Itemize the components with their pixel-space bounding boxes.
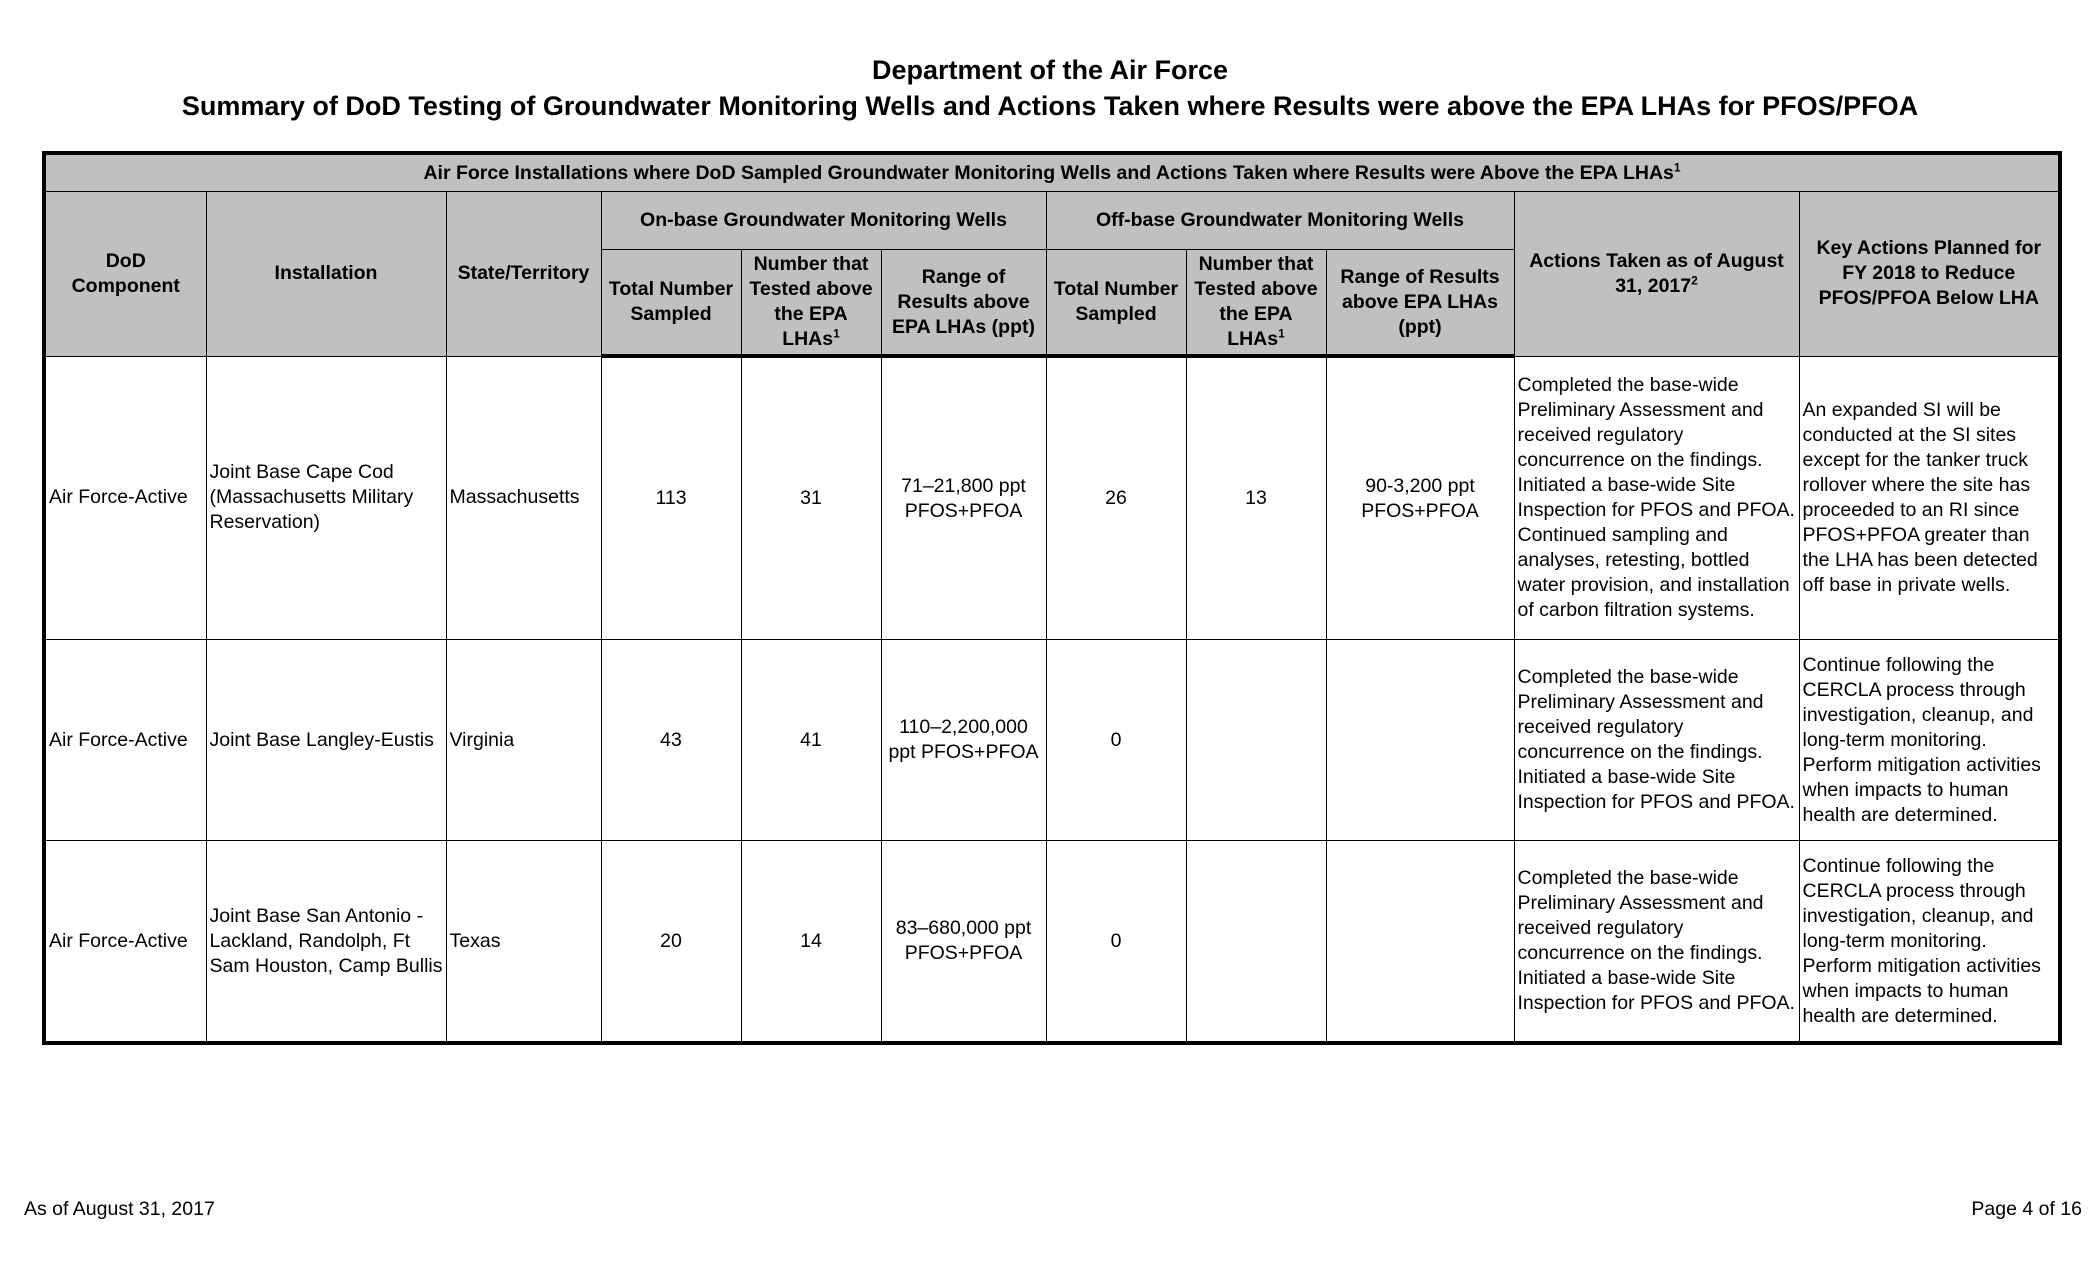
footer-date: As of August 31, 2017	[24, 1198, 215, 1220]
cell-onbase-total: 43	[601, 640, 741, 841]
col-header-key-actions: Key Actions Planned for FY 2018 to Reduce PFOS/PFOA Below LHA	[1799, 192, 2060, 357]
cell-onbase-range: 71–21,800 ppt PFOS+PFOA	[881, 356, 1046, 640]
document-subtitle: Summary of DoD Testing of Groundwater Monitoring Wells and Actions Taken where Results were above the EPA LHAs for PFOS/PFOA	[181, 91, 1919, 121]
table-row	[44, 841, 2060, 1044]
onbase-above-footnote-ref: 1	[833, 326, 840, 341]
cell-onbase-total: 20	[601, 841, 741, 1044]
cell-actions-taken: Completed the base-wide Preliminary Assessment and received regulatory concurrence on the findings. Initiated a base-wide Site Inspection for PFOS and PFOA. Continued sampling and analyses, retesting, bottled water provision, and installation of carbon filtration systems.	[1514, 356, 1799, 640]
col-header-state: State/Territory	[446, 192, 601, 357]
cell-key-actions: Continue following the CERCLA process through investigation, cleanup, and long-term monitoring. Perform mitigation activities when impacts to human health are determined.	[1799, 841, 2060, 1044]
offbase-above-footnote-ref: 1	[1278, 326, 1285, 341]
cell-onbase-range: 110–2,200,000 ppt PFOS+PFOA	[881, 640, 1046, 841]
table-row	[44, 356, 2060, 640]
cell-component: Air Force-Active	[44, 356, 206, 640]
cell-installation: Joint Base Cape Cod (Massachusetts Military Reservation)	[206, 356, 446, 640]
col-header-onbase-total: Total Number Sampled	[601, 250, 741, 357]
col-group-offbase: Off-base Groundwater Monitoring Wells	[1046, 192, 1514, 250]
cell-state: Virginia	[446, 640, 601, 841]
cell-onbase-total: 113	[601, 356, 741, 640]
col-header-offbase-range: Range of Results above EPA LHAs (ppt)	[1326, 250, 1514, 357]
cell-installation: Joint Base San Antonio - Lackland, Randolph, Ft Sam Houston, Camp Bullis	[206, 841, 446, 1044]
cell-offbase-above	[1186, 640, 1326, 841]
document-title-block	[0, 52, 2100, 124]
cell-onbase-above: 14	[741, 841, 881, 1044]
col-header-actions-taken	[1514, 192, 1799, 357]
actions-taken-text: Actions Taken as of August 31, 2017	[1529, 249, 1784, 297]
offbase-above-text: Number that Tested above the EPA LHAs	[1194, 253, 1318, 350]
document-title: Department of the Air Force	[871, 55, 1229, 85]
cell-component: Air Force-Active	[44, 841, 206, 1044]
cell-actions-taken: Completed the base-wide Preliminary Assessment and received regulatory concurrence on the findings. Initiated a base-wide Site Inspection for PFOS and PFOA.	[1514, 841, 1799, 1044]
onbase-above-text: Number that Tested above the EPA LHAs	[749, 253, 873, 350]
banner-footnote-ref: 1	[1673, 160, 1681, 174]
col-header-dod-component: DoD Component	[44, 192, 206, 357]
table-banner	[44, 153, 2060, 192]
col-header-offbase-total: Total Number Sampled	[1046, 250, 1186, 357]
cell-offbase-total: 0	[1046, 640, 1186, 841]
cell-offbase-total: 0	[1046, 841, 1186, 1044]
cell-onbase-above: 41	[741, 640, 881, 841]
table-header-row-1	[44, 192, 2060, 250]
cell-offbase-range: 90-3,200 ppt PFOS+PFOA	[1326, 356, 1514, 640]
cell-onbase-above: 31	[741, 356, 881, 640]
cell-state: Massachusetts	[446, 356, 601, 640]
cell-actions-taken: Completed the base-wide Preliminary Assessment and received regulatory concurrence on the findings. Initiated a base-wide Site Inspection for PFOS and PFOA.	[1514, 640, 1799, 841]
table-row	[44, 640, 2060, 841]
cell-component: Air Force-Active	[44, 640, 206, 841]
table-banner-text: Air Force Installations where DoD Sampled Groundwater Monitoring Wells and Actions Taken where Results were Above the EPA LHAs	[423, 161, 1674, 184]
col-header-onbase-above	[741, 250, 881, 357]
cell-offbase-range	[1326, 841, 1514, 1044]
col-header-installation: Installation	[206, 192, 446, 357]
col-group-onbase: On-base Groundwater Monitoring Wells	[601, 192, 1046, 250]
cell-state: Texas	[446, 841, 601, 1044]
col-header-onbase-range: Range of Results above EPA LHAs (ppt)	[881, 250, 1046, 357]
pfos-pfoa-table	[42, 151, 2062, 1045]
actions-footnote-ref: 2	[1691, 273, 1698, 288]
col-header-offbase-above	[1186, 250, 1326, 357]
cell-onbase-range: 83–680,000 ppt PFOS+PFOA	[881, 841, 1046, 1044]
cell-installation: Joint Base Langley-Eustis	[206, 640, 446, 841]
cell-offbase-above: 13	[1186, 356, 1326, 640]
cell-offbase-total: 26	[1046, 356, 1186, 640]
table-banner-row	[44, 153, 2060, 192]
cell-key-actions: Continue following the CERCLA process through investigation, cleanup, and long-term monitoring. Perform mitigation activities when impacts to human health are determined.	[1799, 640, 2060, 841]
cell-offbase-range	[1326, 640, 1514, 841]
cell-key-actions: An expanded SI will be conducted at the SI sites except for the tanker truck rollover where the site has proceeded to an RI since PFOS+PFOA greater than the LHA has been detected off base in private wells.	[1799, 356, 2060, 640]
footer-page-number: Page 4 of 16	[1971, 1198, 2082, 1220]
cell-offbase-above	[1186, 841, 1326, 1044]
